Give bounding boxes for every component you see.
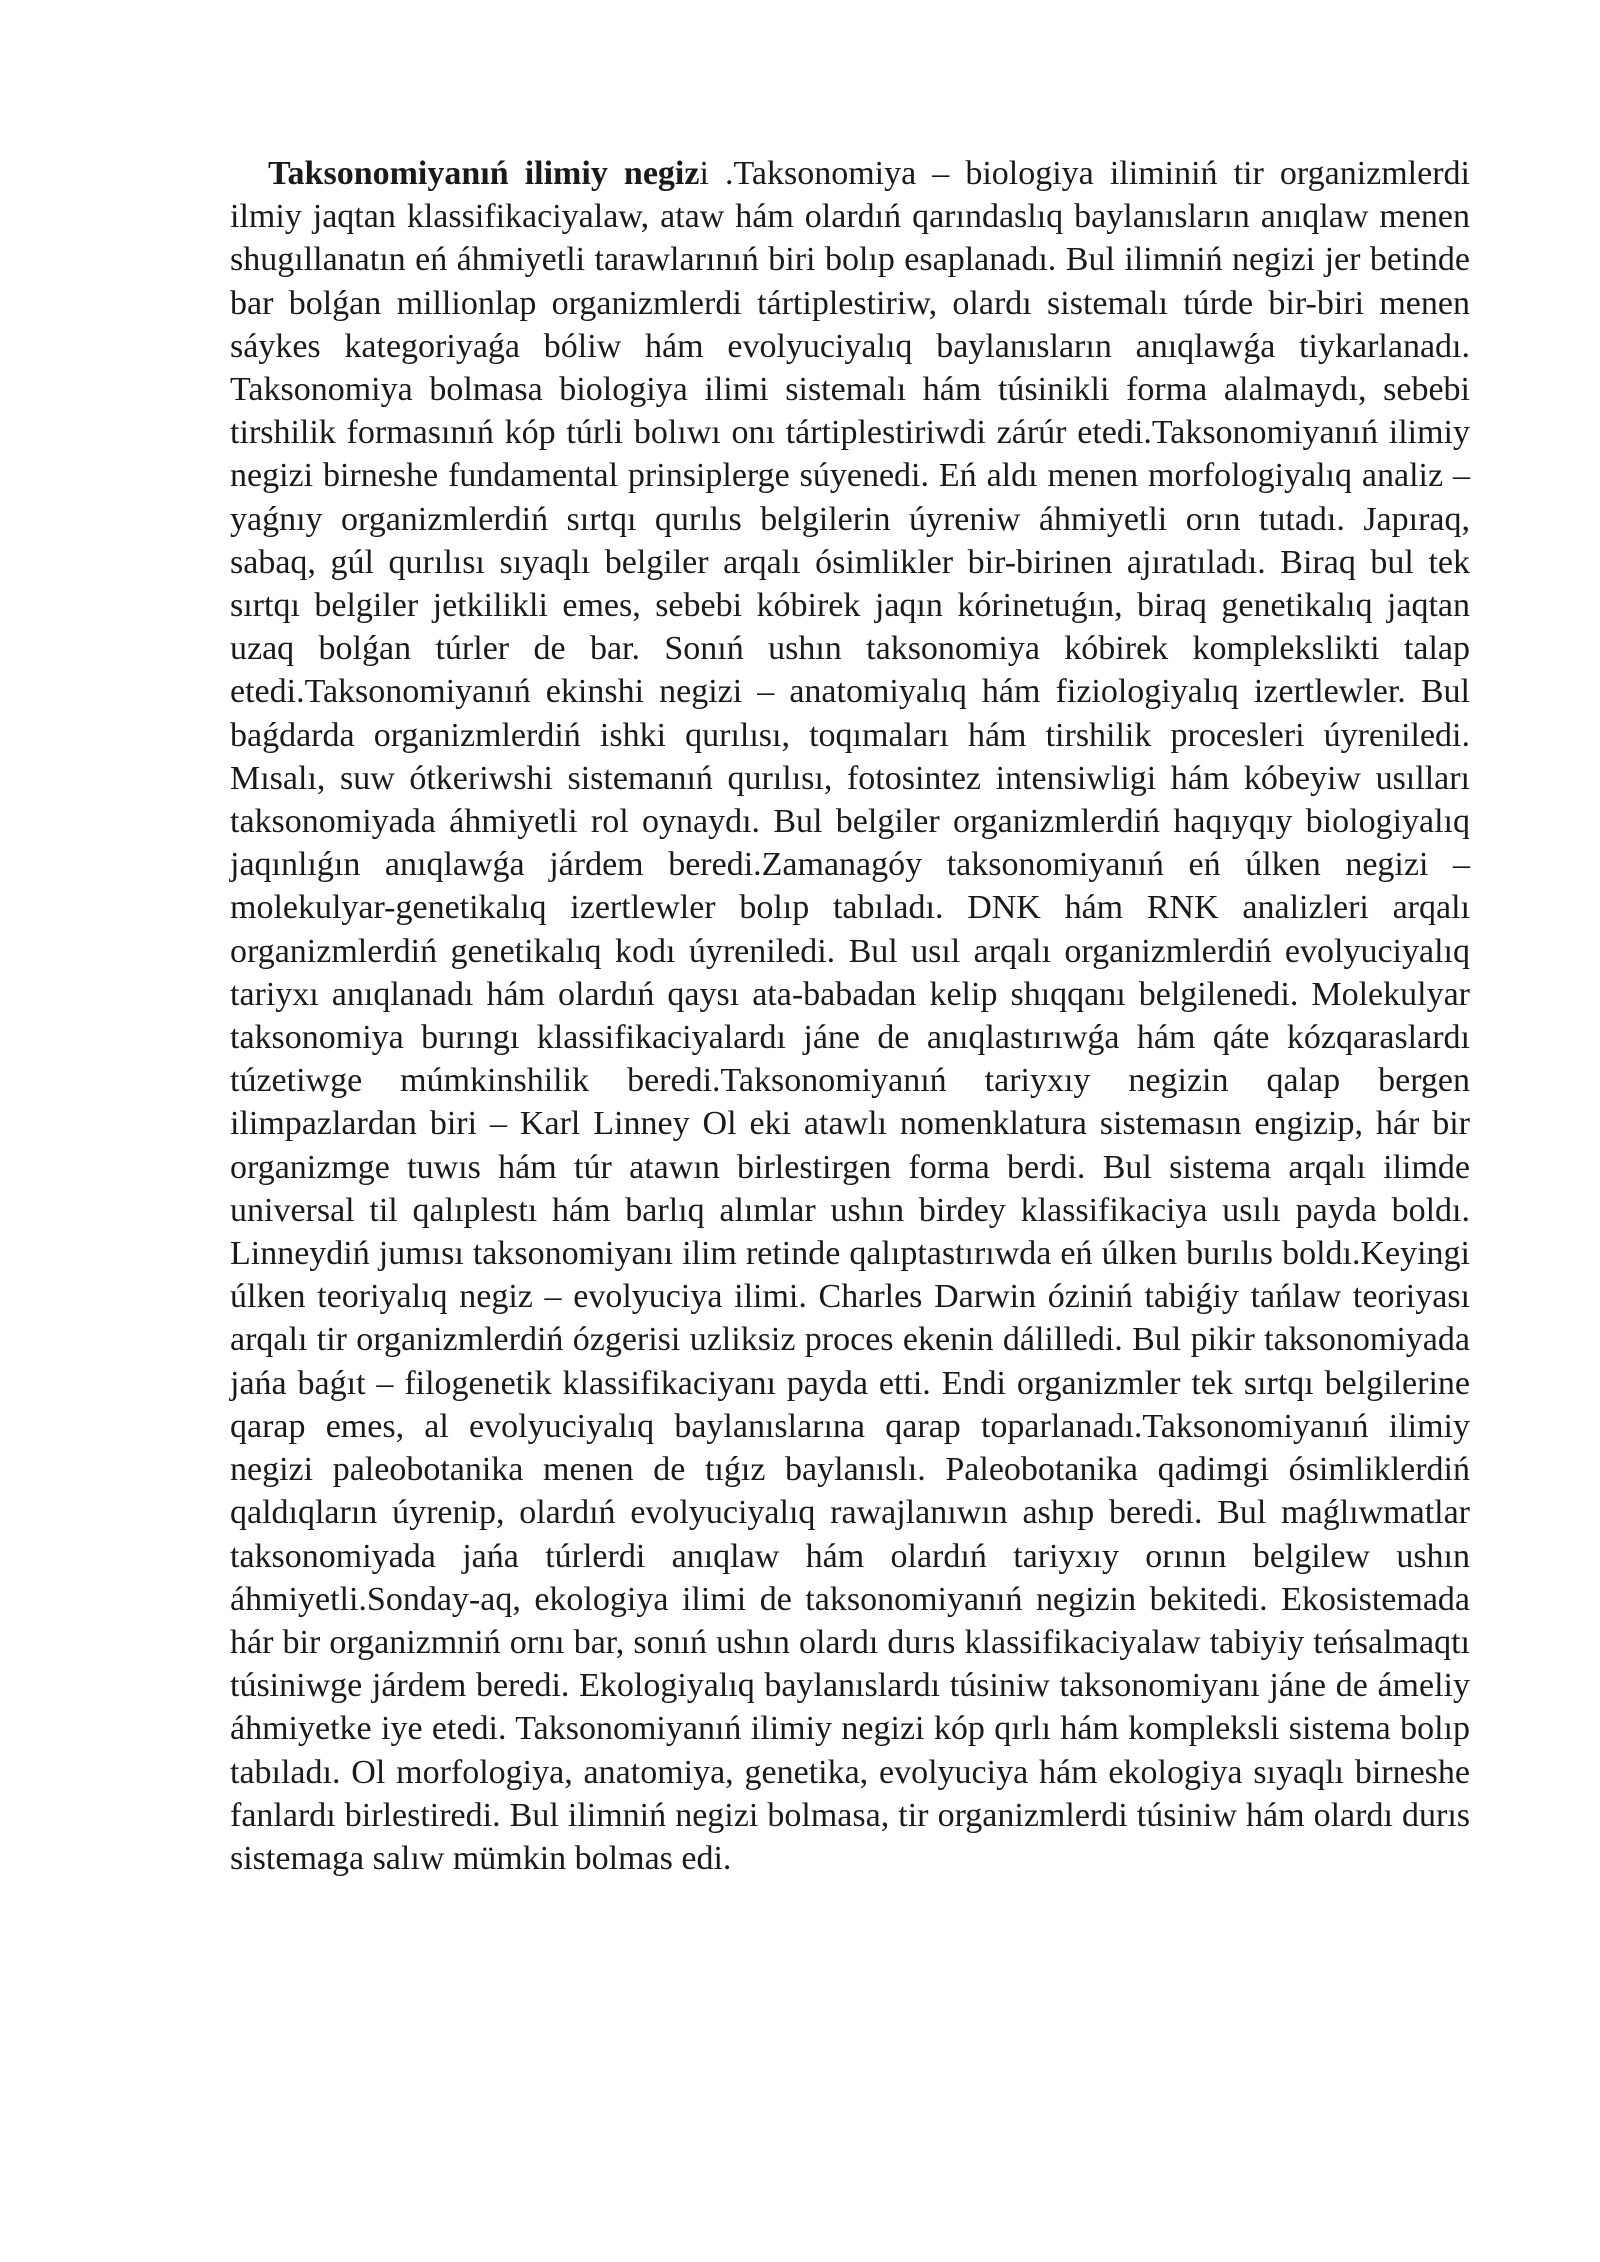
section-heading: Taksonomiyanıń ilimiy negiz (268, 155, 700, 192)
body-paragraph (230, 152, 1470, 1880)
body-text: .Taksonomiya – biologiya iliminiń tir organizmlerdi ilmiy jaqtan klassifikaciyalaw, ataw hám olardıń qarındaslıq baylanısların anıqlaw menen shugıllanatın eń áhmiyetli tarawlarınıń biri bolıp esaplanadı. Bul ilimniń negizi jer betinde bar bolǵan millionlap organizmlerdi tártiplestiriw, olardı sistemalı túrde bir-biri menen sáykes kategoriyaǵa bóliw hám evolyuciyalıq baylanısların anıqlawǵa tiykarlanadı. Taksonomiya bolmasa biologiya ilimi sistemalı hám túsinikli forma alalmaydı, sebebi tirshilik formasınıń kóp túrli bolıwı onı tártiplestiriwdi zárúr etedi.Taksonomiyanıń ilimiy negizi birneshe fundamental prinsiplerge súyenedi. Eń aldı menen morfologiyalıq analiz – yaǵnıy organizmlerdiń sırtqı qurılıs belgilerin úyreniw áhmiyetli orın tutadı. Japıraq, sabaq, gúl qurılısı sıyaqlı belgiler arqalı ósimlikler bir-birinen ajıratıladı. Biraq bul tek sırtqı belgiler jetkilikli emes, sebebi kóbirek jaqın kórinetuǵın, biraq genetikalıq jaqtan uzaq bolǵan túrler de bar. Sonıń ushın taksonomiya kóbirek komplekslikti talap etedi.Taksonomiyanıń ekinshi negizi – anatomiyalıq hám fiziologiyalıq izertlewler. Bul baǵdarda organizmlerdiń ishki qurılısı, toqımaları hám tirshilik procesleri úyreniledi. Mısalı, suw ótkeriwshi sistemanıń qurılısı, fotosintez intensiwligi hám kóbeyiw usılları taksonomiyada áhmiyetli rol oynaydı. Bul belgiler organizmlerdiń haqıyqıy biologiyalıq jaqınlıǵın anıqlawǵa járdem beredi.Zamanagóy taksonomiyanıń eń úlken negizi – molekulyar-genetikalıq izertlewler bolıp tabıladı. DNK hám RNK analizleri arqalı organizmlerdiń genetikalıq kodı úyreniledi. Bul usıl arqalı organizmlerdiń evolyuciyalıq tariyxı anıqlanadı hám olardıń qaysı ata-babadan kelip shıqqanı belgilenedi. Molekulyar taksonomiya burıngı klassifikaciyalardı jáne de anıqlastırıwǵa hám qáte kózqaraslardı túzetiwge múmkinshilik beredi.Taksonomiyanıń tariyxıy negizin qalap bergen ilimpazlardan biri – Karl Linney Ol eki atawlı nomenklatura sistemasın engizip, hár bir organizmge tuwıs hám túr atawın birlestirgen forma berdi. Bul sistema arqalı ilimde universal til qalıplestı hám barlıq alımlar ushın birdey klassifikaciya usılı payda boldı. Linneydiń jumısı taksonomiyanı ilim retinde qalıptastırıwda eń úlken burılıs boldı.Keyingi úlken teoriyalıq negiz – evolyuciya ilimi. Charles Darwin óziniń tabiǵiy tańlaw teoriyası arqalı tir organizmlerdiń ózgerisi uzliksiz proces ekenin dálilledi. Bul pikir taksonomiyada jańa baǵıt – filogenetik klassifikaciyanı payda etti. Endi organizmler tek sırtqı belgilerine qarap emes, al evolyuciyalıq baylanıslarına qarap toparlanadı.Taksonomiyanıń ilimiy negizi paleobotanika menen de tıǵız baylanıslı. Paleobotanika qadimgi ósimliklerdiń qaldıqların úyrenip, olardıń evolyuciyalıq rawajlanıwın ashıp beredi. Bul maǵlıwmatlar taksonomiyada jańa túrlerdi anıqlaw hám olardıń tariyxıy orının belgilew ushın áhmiyetli.Sonday-aq, ekologiya ilimi de taksonomiyanıń negizin bekitedi. Ekosistemada hár bir organizmniń ornı bar, sonıń ushın olardı durıs klassifikaciyalaw tabiyiy teńsalmaqtı túsiniwge járdem beredi. Ekologiyalıq baylanıslardı túsiniw taksonomiyanı jáne de ámeliy áhmiyetke iye etedi. Taksonomiyanıń ilimiy negizi kóp qırlı hám kompleksli sistema bolıp tabıladı. Ol morfologiya, anatomiya, genetika, evolyuciya hám ekologiya sıyaqlı birneshe fanlardı birlestiredi. Bul ilimniń negizi bolmasa, tir organizmlerdi túsiniw hám olardı durıs sistemaga salıw mümkin bolmas edi. (230, 155, 1470, 1877)
heading-tail: i (699, 155, 709, 192)
